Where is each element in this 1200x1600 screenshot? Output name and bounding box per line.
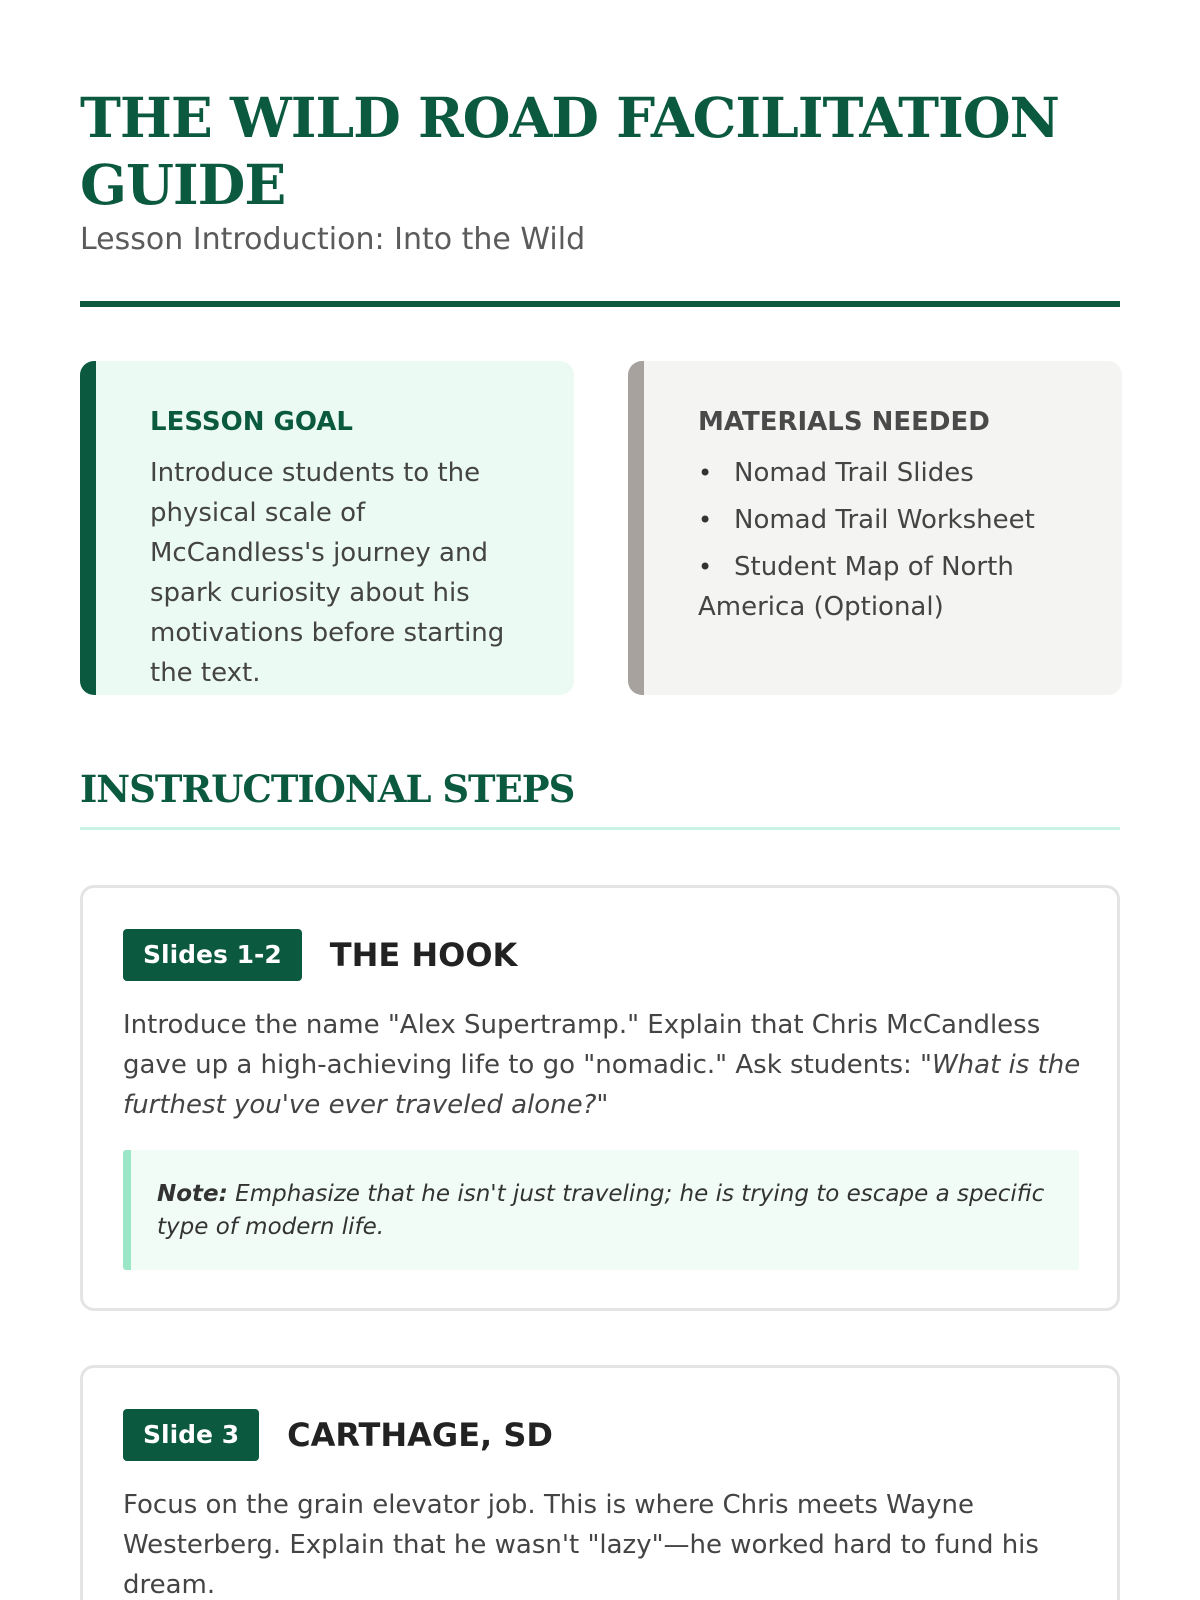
step-description	[123, 1005, 1083, 1125]
header-divider	[80, 301, 1120, 307]
step-card-carthage-sd	[80, 1365, 1120, 1600]
lesson-goal-text: Introduce students to the physical scale of McCandless's journey and spark curiosity about his motivations before starting the text.	[150, 458, 505, 688]
materials-needed-box	[628, 361, 1122, 695]
step-title: CARTHAGE, SD	[287, 1416, 553, 1454]
lesson-goal-heading: LESSON GOAL	[150, 407, 353, 437]
materials-list-item: • Nomad Trail Slides	[698, 453, 1086, 493]
materials-list-item: • Student Map of North America (Optional)	[698, 547, 1086, 627]
materials-needed-heading: MATERIALS NEEDED	[698, 407, 990, 437]
step-description-text: Introduce the name "Alex Supertramp." Explain that Chris McCandless gave up a high-achieving life to go "nomadic." Ask students:	[123, 1010, 1041, 1080]
note-text: Emphasize that he isn't just traveling; he is trying to escape a specific type of modern life.	[157, 1181, 1045, 1240]
step-title: THE HOOK	[329, 936, 518, 974]
page-subtitle: Lesson Introduction: Into the Wild	[80, 222, 586, 257]
page-header	[80, 84, 1120, 260]
step-card-the-hook	[80, 885, 1120, 1311]
slide-badge: Slide 3	[123, 1409, 259, 1461]
materials-list-item: • Nomad Trail Worksheet	[698, 500, 1086, 540]
slide-badge: Slides 1-2	[123, 929, 302, 981]
page-title: THE WILD ROAD FACILITATION GUIDE	[80, 85, 1059, 217]
step-header	[123, 1408, 553, 1462]
step-header	[123, 928, 517, 982]
facilitator-note	[123, 1150, 1079, 1270]
student-question: "What is the furthest you've ever traveled alone?"	[123, 1050, 1081, 1120]
materials-list	[698, 453, 1086, 627]
section-divider	[80, 827, 1120, 830]
note-label: Note:	[157, 1181, 228, 1207]
step-description: Focus on the grain elevator job. This is where Chris meets Wayne Westerberg. Explain that he wasn't "lazy"—he worked hard to fund his dream.	[123, 1490, 1039, 1600]
lesson-goal-box	[80, 361, 574, 695]
instructional-steps-heading: INSTRUCTIONAL STEPS	[80, 767, 575, 811]
